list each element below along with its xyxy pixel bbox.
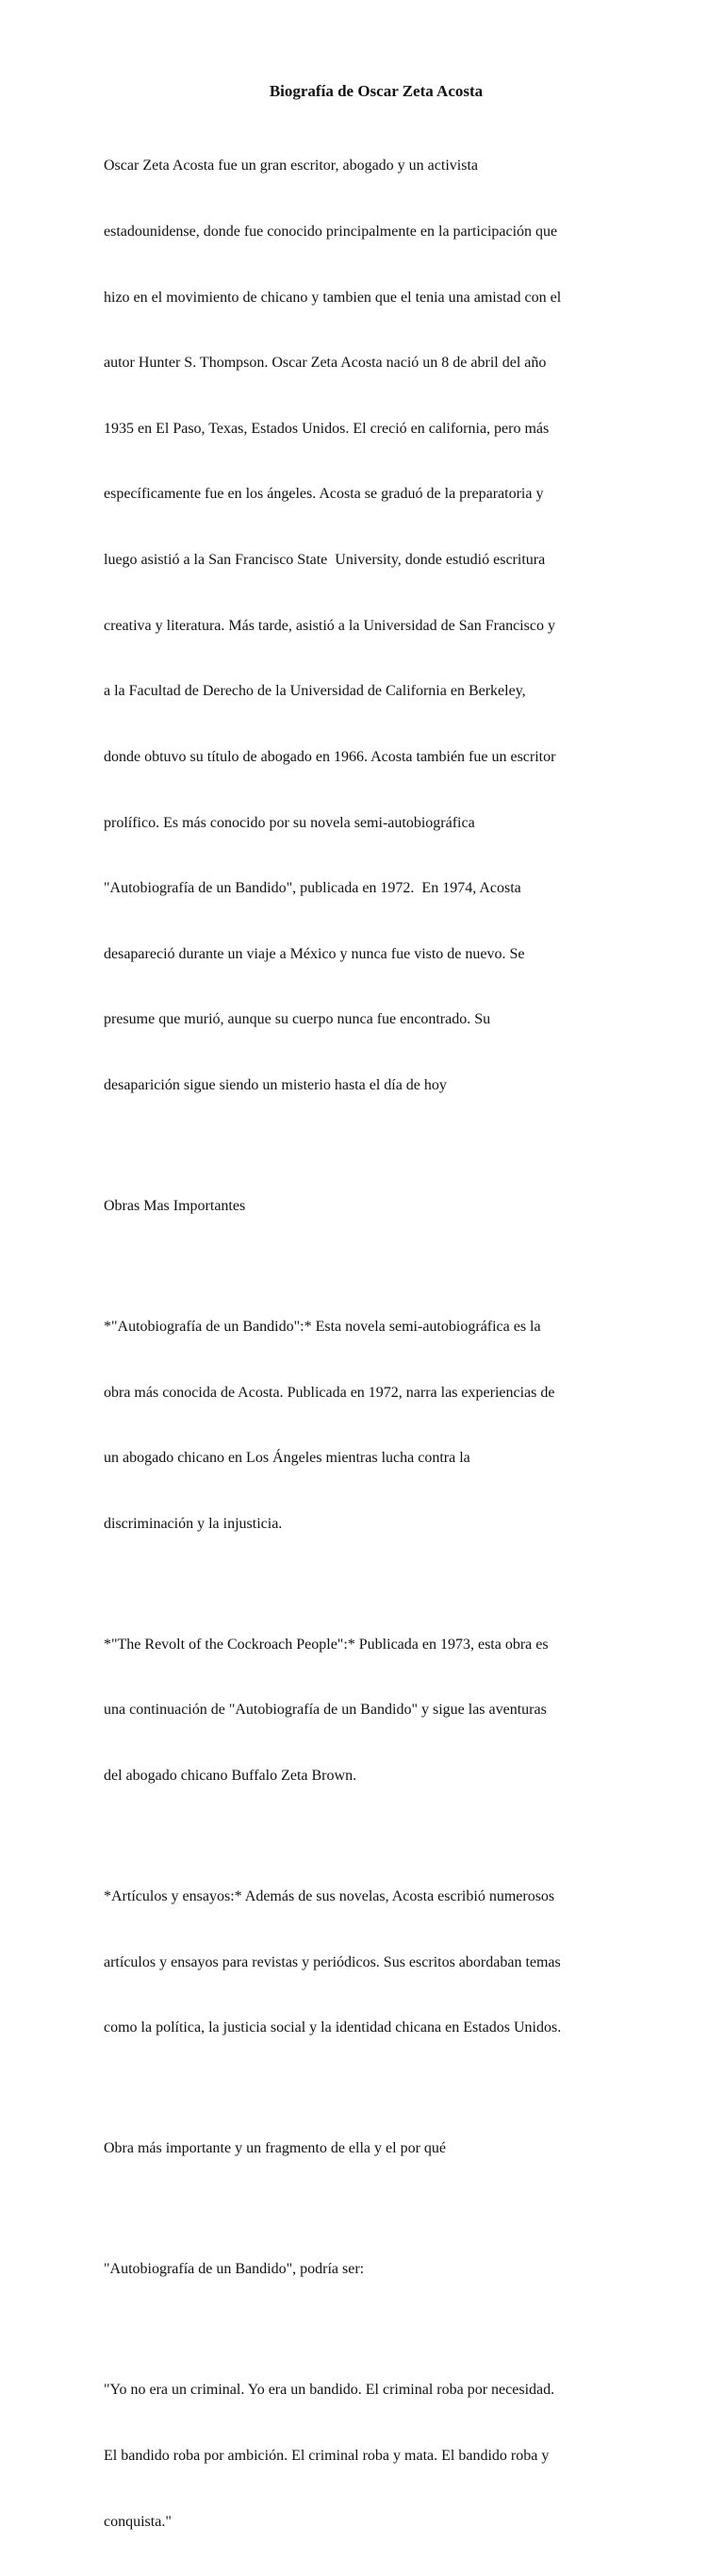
text-line: un abogado chicano en Los Ángeles mientras lucha contra la	[104, 1450, 470, 1467]
text-line: *"Autobiografía de un Bandido":* Esta novela semi-autobiográfica es la	[104, 1318, 541, 1335]
text-line: hizo en el movimiento de chicano y tambien que el tenia una amistad con el	[104, 289, 562, 306]
text-line: discriminación y la injusticia.	[104, 1515, 283, 1532]
text-line: donde obtuvo su título de abogado en 1966. Acosta también fue un escritor	[104, 748, 556, 765]
section-heading-works	[104, 1152, 649, 1261]
text-line: *"The Revolt of the Cockroach People":* Publicada en 1973, esta obra es	[104, 1636, 549, 1653]
work-paragraph-cockroach	[104, 1589, 649, 1830]
text-line: luego asistió a la San Francisco State University, donde estudió escritura	[104, 552, 546, 569]
text-line: "Autobiografía de un Bandido", publicada en 1972. En 1974, Acosta	[104, 880, 521, 897]
text-line: una continuación de "Autobiografía de un Bandido" y sigue las aventuras	[104, 1702, 547, 1719]
text-line: específicamente fue en los ángeles. Acosta se graduó de la preparatoria y	[104, 486, 544, 503]
text-line: obra más conocida de Acosta. Publicada en 1972, narra las experiencias de	[104, 1384, 555, 1401]
text-line: creativa y literatura. Más tarde, asistió a la Universidad de San Francisco y	[104, 617, 555, 634]
text-line: autor Hunter S. Thompson. Oscar Zeta Acosta nació un 8 de abril del año	[104, 355, 547, 372]
section-heading-main-work	[104, 2094, 649, 2203]
text-line: como la política, la justicia social y la identidad chicana en Estados Unidos.	[104, 2019, 562, 2036]
text-line: desapareció durante un viaje a México y nunca fue visto de nuevo. Se	[104, 945, 525, 962]
text-line: desaparición sigue siendo un misterio hasta el día de hoy	[104, 1076, 447, 1093]
fragment-intro	[104, 2215, 649, 2324]
text-line: a la Facultad de Derecho de la Universidad de California en Berkeley,	[104, 683, 526, 700]
text-line: presume que murió, aunque su cuerpo nunca fue encontrado. Su	[104, 1011, 491, 1028]
text-line: "Autobiografía de un Bandido", podría ser:	[104, 2261, 365, 2278]
document-title: Biografía de Oscar Zeta Acosta	[269, 82, 484, 100]
text-line: *Artículos y ensayos:* Además de sus novelas, Acosta escribió numerosos	[104, 1888, 555, 1905]
text-line: prolífico. Es más conocido por su novela semi-autobiográfica	[104, 814, 475, 831]
text-line: del abogado chicano Buffalo Zeta Brown.	[104, 1768, 357, 1785]
work-paragraph-autobiografia	[104, 1272, 649, 1579]
text-line: artículos y ensayos para revistas y periódicos. Sus escritos abordaban temas	[104, 1953, 561, 1970]
work-paragraph-articles	[104, 1842, 649, 2083]
text-line: El bandido roba por ambición. El criminal roba y mata. El bandido roba y	[104, 2447, 550, 2464]
text-line: estadounidense, donde fue conocido principalmente en la participación que	[104, 224, 558, 241]
biography-paragraph	[104, 111, 649, 1140]
text-line: Oscar Zeta Acosta fue un gran escritor, abogado y un activista	[104, 158, 478, 175]
text-line: Obras Mas Importantes	[104, 1197, 246, 1214]
text-line: 1935 en El Paso, Texas, Estados Unidos. El creció en california, pero más	[104, 420, 550, 437]
text-line: conquista."	[104, 2513, 172, 2530]
fragment-quote	[104, 2335, 649, 2576]
text-line: Obra más importante y un fragmento de ella y el por qué	[104, 2140, 446, 2157]
text-line: "Yo no era un criminal. Yo era un bandido. El criminal roba por necesidad.	[104, 2382, 555, 2399]
